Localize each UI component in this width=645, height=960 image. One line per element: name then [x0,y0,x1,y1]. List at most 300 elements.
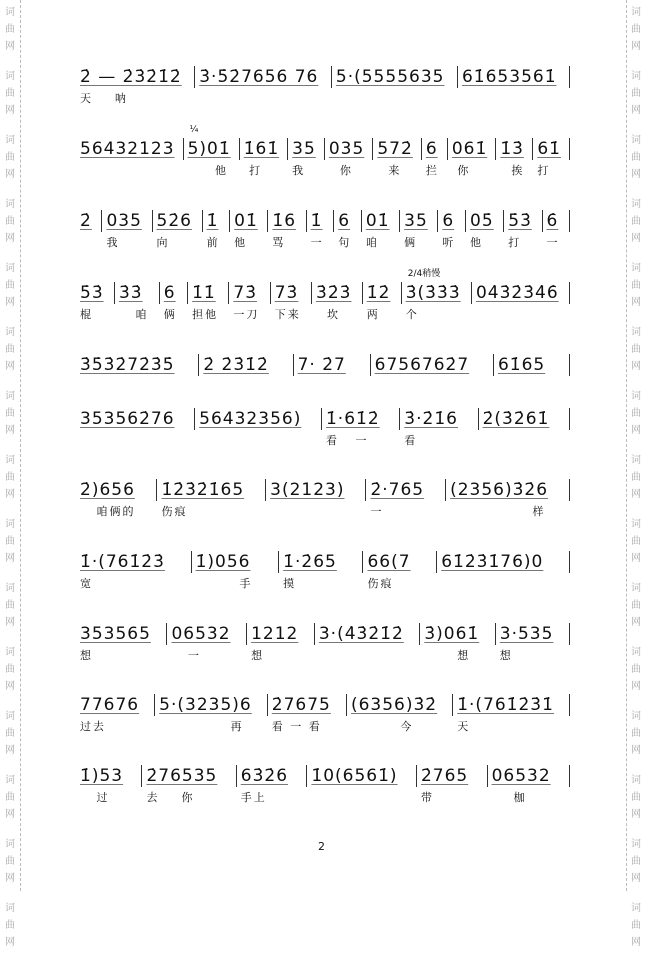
measure [446,479,570,519]
score-line [80,765,570,805]
lyric: 他 [470,236,483,249]
measure [229,282,270,322]
watermark-char: 网 [5,553,15,564]
watermark-group [0,448,20,512]
watermark-group [627,192,645,256]
notes: 6756762̇7 [374,355,470,375]
measure [496,623,570,663]
measure [192,551,280,591]
watermark-group [627,704,645,768]
watermark-char: 曲 [5,408,15,419]
watermark-group [0,64,20,128]
lyric: 一 [310,236,324,249]
lyric: 打 [243,164,263,177]
notes: 1̇3̇ [500,139,524,159]
watermark-char: 曲 [5,664,15,675]
notes: 035 [328,139,365,159]
watermark-char: 词 [5,135,15,146]
watermark-char: 网 [631,873,641,884]
notes: 1212 [251,624,299,644]
notes: 3̇(3̇3̇3̇ [405,283,461,303]
lyric: 带 [420,791,434,804]
watermark-char: 网 [631,425,641,436]
watermark-char: 网 [5,233,15,244]
notes: 3̇·2̇1̇6 [404,409,458,429]
lyric: 看 一 [325,434,369,447]
notes: 353562̇76 [80,409,175,429]
lyric: 来 [377,164,402,177]
measure [312,282,363,322]
lyric: 挨 [500,164,525,177]
watermark-char: 词 [631,455,641,466]
watermark-char: 词 [5,775,15,786]
notes: 05̇ [470,211,494,231]
measure [80,623,167,663]
measure [157,479,266,519]
measure [279,551,363,591]
measure [373,138,421,178]
score-line [80,694,570,734]
notes: 2̇76535 [146,766,218,786]
watermark-char: 曲 [5,920,15,931]
measure [366,479,446,519]
watermark-char: 词 [5,647,15,658]
watermark-char: 词 [631,903,641,914]
notes: 1̇)53 [80,766,124,786]
watermark-group [0,576,20,640]
lyric: 看 [404,434,418,447]
notes: 5̇3̇ [508,211,532,231]
watermark-group [0,512,20,576]
measure [155,694,268,734]
watermark-char: 网 [631,361,641,372]
lyric: 样 [450,505,546,518]
measure [400,408,478,448]
watermark-char: 曲 [5,24,15,35]
watermark-char: 曲 [5,88,15,99]
notes: 3̇3̇ [118,283,143,303]
notes: 6̇ [546,211,559,231]
lyric: 骂 [272,236,286,249]
measure [80,66,195,106]
lyric: 坎 [316,308,341,321]
notes: 35 [292,139,316,159]
score-line [80,354,570,376]
watermark-char: 词 [5,519,15,530]
watermark-right [626,0,645,948]
notes: 1̇ [206,211,219,231]
watermark-char: 网 [5,937,15,948]
score-line [80,408,570,448]
notes: 6 [425,139,438,159]
watermark-char: 曲 [631,24,641,35]
notes: 3̇·5̇2̇7656 76 [199,67,319,87]
measure [142,765,236,805]
notes: 73̇ [274,283,299,303]
notes: 01̇ [365,211,390,231]
notes: 01̇ [234,211,258,231]
notes: (2356)3̇2̇6 [450,480,549,500]
measure [371,354,494,376]
measure [160,282,188,322]
watermark-char: 词 [631,263,641,274]
lyric: 想 [251,649,265,662]
notes: 77676 [80,695,140,715]
measure [153,210,203,250]
notes: 2̇ — 2̇3̇2̇1̇2̇ [80,67,182,87]
watermark-char: 词 [631,583,641,594]
watermark-char: 网 [631,809,641,820]
watermark-group [627,512,645,576]
watermark-char: 曲 [631,920,641,931]
watermark-char: 词 [631,199,641,210]
lyric: 宽 [80,577,93,590]
lyric: 我 [106,236,120,249]
measure [334,210,362,250]
measure [237,765,308,805]
measure [247,623,315,663]
watermark-char: 曲 [5,600,15,611]
watermark-char: 曲 [5,344,15,355]
watermark-char: 词 [5,199,15,210]
notes: 1̇2̇3̇2̇1̇65 [161,480,245,500]
measure [203,210,231,250]
lyric: 手 [195,577,253,590]
notes: 7· 2̇7 [297,355,346,375]
watermark-char: 网 [631,233,641,244]
watermark-group [627,64,645,128]
notes: 56432356) [199,409,302,429]
watermark-char: 曲 [5,728,15,739]
notes: (6356)3̇2̇ [350,695,438,715]
measure [230,210,268,250]
measure [479,408,570,430]
measure [533,138,570,178]
watermark-char: 曲 [5,792,15,803]
watermark-char: 曲 [631,280,641,291]
watermark-char: 网 [5,745,15,756]
measure [494,354,570,376]
watermark-char: 曲 [631,472,641,483]
watermark-group [627,256,645,320]
watermark-char: 词 [631,519,641,530]
notes: 1̇ [310,211,323,231]
watermark-char: 网 [631,937,641,948]
measure [417,765,488,805]
notes: 1̇2̇ [366,283,391,303]
watermark-char: 网 [631,105,641,116]
notes: 1̇)056 [195,552,251,572]
measure [271,282,312,322]
notes: 3̇)061̇ [424,624,480,644]
watermark-group [0,320,20,384]
measure [400,210,438,250]
lyric: 天 [457,720,471,733]
watermark-group [0,192,20,256]
score-line [80,551,570,591]
lyric: 看 一 看 [271,720,322,733]
notes: 1̇6 [272,211,297,231]
lyric: 去 你 [146,791,195,804]
notes: 3·535 [499,624,554,644]
watermark-group [0,0,20,64]
measure [466,210,504,250]
watermark-char: 网 [5,105,15,116]
lyric: 伤痕 [367,577,394,590]
watermark-char: 词 [5,391,15,402]
watermark-char: 曲 [631,88,641,99]
watermark-group [627,576,645,640]
notes: 2̇ [80,211,92,231]
lyric: 咱俩的 [80,505,136,518]
notes: 63̇2̇6 [240,766,289,786]
notes: 1̇61̇ [243,139,280,159]
measure [80,479,157,519]
measure [195,66,332,88]
notes: 1̇·61̇2̇ [325,409,380,429]
lyric: 你 [451,164,471,177]
lyric: 手上 [240,791,267,804]
measure [266,479,366,501]
notes: 61̇653561̇ [461,67,557,87]
watermark-group [0,704,20,768]
watermark-char: 词 [631,71,641,82]
measure [448,138,496,178]
watermark-char: 曲 [631,792,641,803]
notes: 06532 [491,766,551,786]
measure [80,138,184,160]
measure [504,210,542,250]
notes: 5·(3235)6 [159,695,252,715]
watermark-char: 网 [631,553,641,564]
watermark-char: 曲 [5,472,15,483]
measure [307,765,417,787]
watermark-char: 网 [5,681,15,692]
lyric: 俩 [163,308,177,321]
measure [268,210,306,250]
watermark-group [627,448,645,512]
watermark-char: 词 [5,7,15,18]
watermark-char: 网 [631,169,641,180]
notes: 5·(5555635 [335,67,445,87]
score-line [80,66,570,106]
watermark-char: 词 [5,583,15,594]
notes: 35 [404,211,428,231]
notes: 061̇ [451,139,488,159]
watermark-char: 曲 [5,216,15,227]
measure [496,138,533,178]
measure [102,210,152,250]
watermark-char: 网 [5,361,15,372]
measure [363,551,437,591]
lyric: 一刀 [233,308,260,321]
notes: 2̇)656 [80,480,135,500]
notes: 353565 [80,624,151,644]
watermark-char: 词 [5,327,15,338]
lyric: 下来 [274,308,301,321]
tempo-annotation: ¼ [189,125,199,135]
measure [422,138,448,178]
watermark-char: 词 [5,903,15,914]
measure [332,66,458,88]
lyric: 个 [405,308,419,321]
lyric: 他 [187,164,229,177]
lyric: 一 [370,505,384,518]
lyric: 天 呐 [80,92,128,105]
lyric: 咱 [118,308,149,321]
watermark-group [0,896,20,960]
measure [199,354,293,376]
tempo-annotation: 2/4稍慢 [407,269,441,279]
watermark-char: 词 [631,135,641,146]
watermark-group [0,384,20,448]
measure [268,694,347,734]
lyric: 棍 [80,308,93,321]
watermark-char: 曲 [5,280,15,291]
score-line [80,623,570,663]
score-line [80,210,570,250]
notes: 3̇5̇3̇2̇72̇3̇5̇ [80,355,175,375]
measure [488,765,570,805]
watermark-group [627,384,645,448]
measure [188,282,229,322]
lyric: 向 [156,236,170,249]
watermark-char: 网 [631,41,641,52]
lyric: 过 [80,791,110,804]
lyric: 枷 [491,791,527,804]
notes: 6 [442,211,455,231]
watermark-char: 网 [5,873,15,884]
watermark-group [627,320,645,384]
watermark-group [0,640,20,704]
watermark-group [627,832,645,896]
lyric: 拦 [425,164,439,177]
watermark-char: 曲 [631,664,641,675]
measure [363,282,402,322]
score-line [80,269,570,322]
notes: 572̇ [377,139,413,159]
watermark-group [627,0,645,64]
watermark-char: 网 [5,169,15,180]
watermark-group [0,256,20,320]
watermark-char: 词 [631,647,641,658]
lyric: 过去 [80,720,106,733]
watermark-char: 词 [5,263,15,274]
page-number: 2 [318,840,325,853]
notes: 6 [163,283,176,303]
lyric: 一 [546,236,560,249]
measure [288,138,325,178]
watermark-char: 曲 [631,600,641,611]
lyric: 他 [234,236,248,249]
measure [453,694,570,734]
watermark-char: 词 [5,839,15,850]
notes: 2̇·765 [370,480,425,500]
lyric: 一 [171,649,201,662]
lyric: 我 [292,164,306,177]
measure [80,282,115,322]
watermark-group [0,832,20,896]
watermark-char: 曲 [631,856,641,867]
watermark-char: 曲 [5,536,15,547]
notes: 5̇3̇ [80,283,104,303]
lyric: 听 [442,236,456,249]
notes: 2̇7675 [271,695,331,715]
watermark-char: 曲 [5,856,15,867]
measure [472,282,570,304]
measure [543,210,571,250]
watermark-char: 网 [5,425,15,436]
notes: 035 [106,211,142,231]
measure [294,354,371,376]
notes: 52̇6 [156,211,192,231]
watermark-left [0,0,21,948]
measure [307,210,335,250]
watermark-char: 网 [5,41,15,52]
measure [438,210,466,250]
watermark-char: 曲 [631,344,641,355]
lyric: 想 [499,649,513,662]
watermark-char: 词 [631,775,641,786]
watermark-char: 词 [5,455,15,466]
watermark-group [627,896,645,960]
watermark-group [627,768,645,832]
lyric: 俩 [404,236,418,249]
watermark-char: 曲 [631,408,641,419]
notes: 1̇·(761̇2̇3̇ [80,552,165,572]
watermark-char: 词 [631,327,641,338]
notes: 61̇2̇3̇1̇76)0 [441,552,544,572]
lyric: 摸 [283,577,297,590]
watermark-char: 曲 [5,152,15,163]
lyric: 担他 [192,308,219,321]
lyric: 咱 [365,236,379,249]
notes: 6 [338,211,351,231]
notes: 73̇ [233,283,258,303]
measure [240,138,288,178]
watermark-char: 词 [631,711,641,722]
notes: 1̇0(6561̇) [311,766,398,786]
measure [80,210,102,232]
watermark-group [627,640,645,704]
measure [362,210,400,250]
notes: 3(2123) [270,480,345,500]
lyric: 打 [537,164,551,177]
measure [458,66,570,88]
measure [167,623,247,663]
measure [80,765,142,805]
notes: 66(7 [367,552,411,572]
measure [80,694,155,734]
watermark-char: 网 [5,297,15,308]
watermark-group [627,128,645,192]
watermark-char: 网 [5,489,15,500]
measure [347,694,453,734]
watermark-char: 词 [5,71,15,82]
notes: 61̇65 [497,355,546,375]
lyric: 今 [350,720,414,733]
watermark-char: 曲 [631,216,641,227]
notes: 1̇·(761̇2̇3̇1̇ [457,695,554,715]
lyric: 前 [206,236,220,249]
notes: 61̇ [537,139,561,159]
measure [437,551,570,573]
measure [322,408,400,448]
notes: 1̇1̇ [192,283,216,303]
notes: 2̇765 [420,766,469,786]
measure [315,623,420,645]
watermark-char: 曲 [631,152,641,163]
